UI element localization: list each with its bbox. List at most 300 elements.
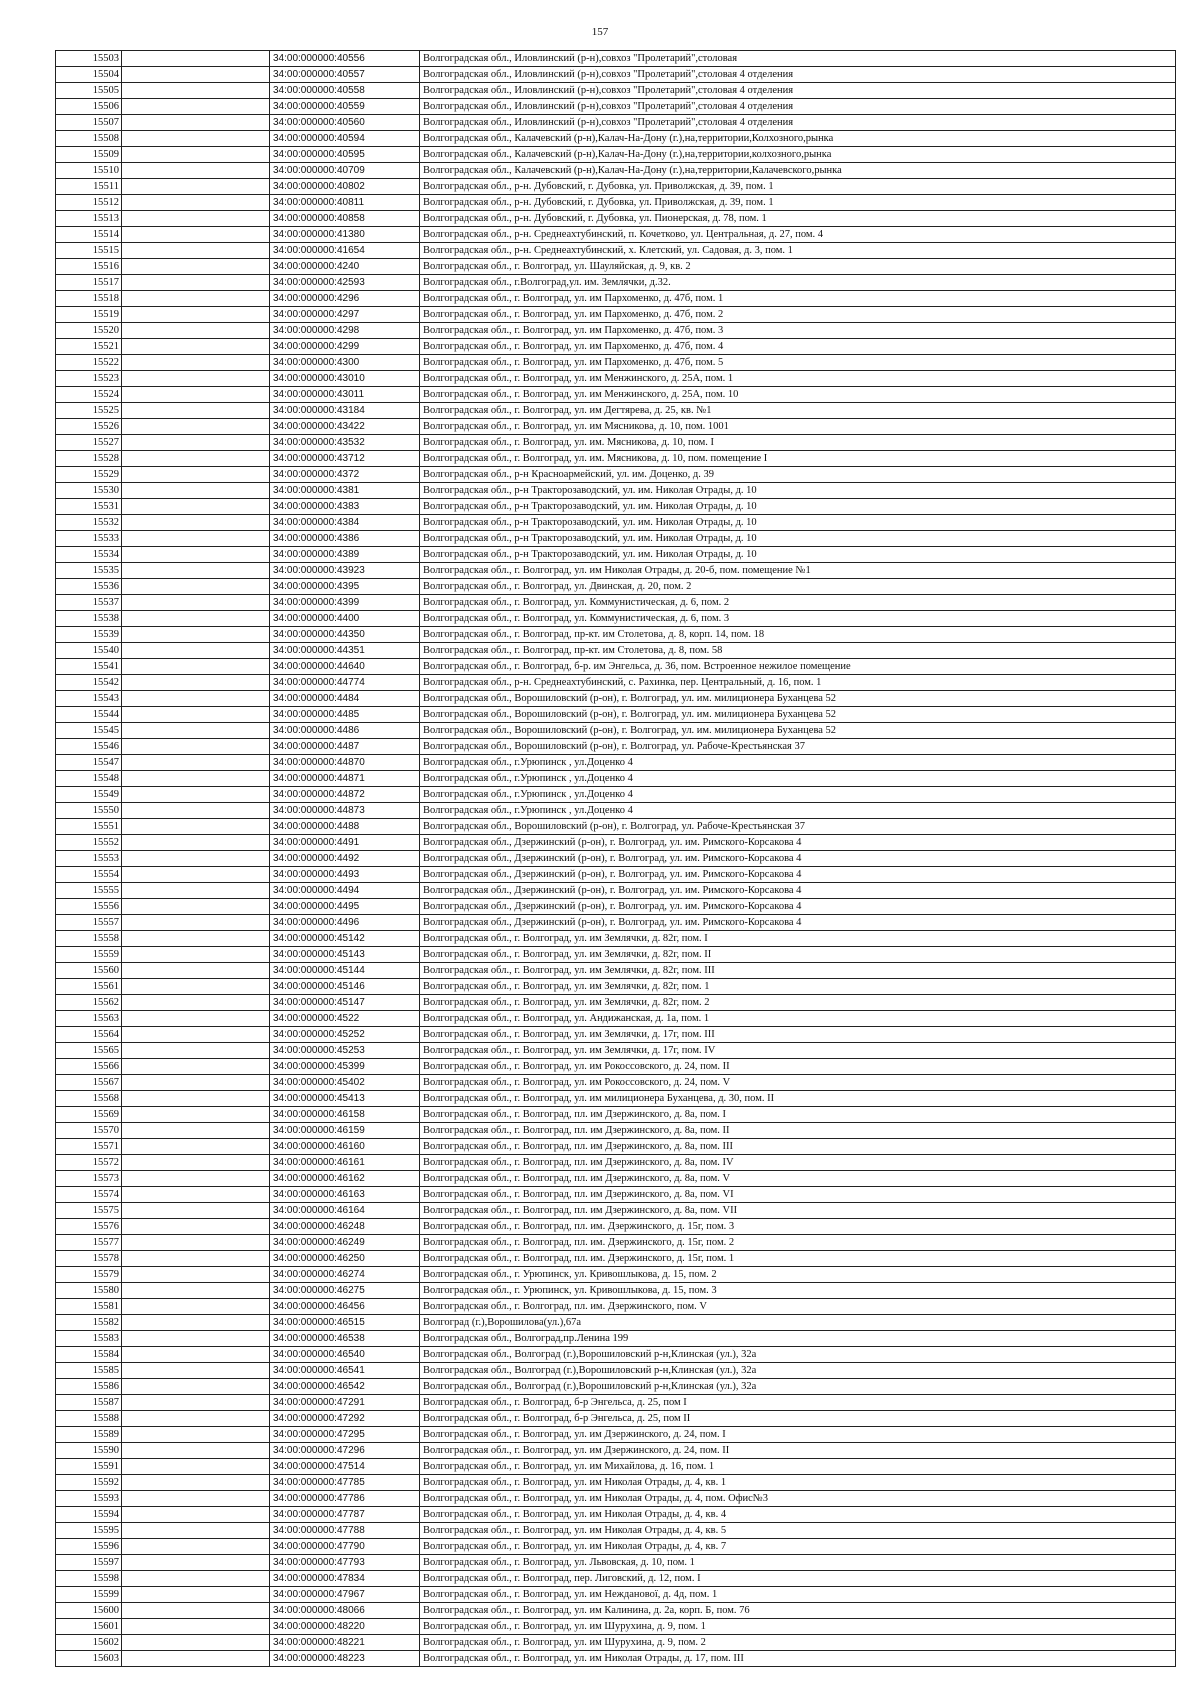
table-row	[56, 83, 1176, 99]
row-number-cell: 15548	[56, 771, 122, 787]
row-number-cell: 15567	[56, 1075, 122, 1091]
row-number-cell: 15556	[56, 899, 122, 915]
table-row	[56, 979, 1176, 995]
cadastral-number-cell: 34:00:000000:4297	[270, 307, 420, 323]
table-row	[56, 67, 1176, 83]
table-row	[56, 387, 1176, 403]
table-row	[56, 963, 1176, 979]
row-number-cell: 15512	[56, 195, 122, 211]
address-cell: Волгоградская обл., г. Волгоград, ул. им Дзержинского, д. 24, пом. I	[420, 1427, 1176, 1443]
row-number-cell: 15520	[56, 323, 122, 339]
address-cell: Волгоградская обл., Калачевский (р-н),Калач-На-Дону (г.),на,территории,Колхозного,рынка	[420, 131, 1176, 147]
row-number-cell: 15553	[56, 851, 122, 867]
address-cell: Волгоградская обл., г. Волгоград, ул. Коммунистическая, д. 6, пом. 3	[420, 611, 1176, 627]
cadastral-number-cell: 34:00:000000:43532	[270, 435, 420, 451]
cadastral-number-cell: 34:00:000000:4395	[270, 579, 420, 595]
table-row	[56, 1651, 1176, 1667]
table-row	[56, 1027, 1176, 1043]
table-row	[56, 787, 1176, 803]
row-number-cell: 15581	[56, 1299, 122, 1315]
address-cell: Волгоградская обл., г. Волгоград, ул. им Рокоссовского, д. 24, пом. V	[420, 1075, 1176, 1091]
table-row	[56, 243, 1176, 259]
empty-cell	[122, 1411, 270, 1427]
table-row	[56, 1411, 1176, 1427]
row-number-cell: 15566	[56, 1059, 122, 1075]
cadastral-number-cell: 34:00:000000:46248	[270, 1219, 420, 1235]
address-cell: Волгоградская обл., Волгоград,пр.Ленина 199	[420, 1331, 1176, 1347]
empty-cell	[122, 931, 270, 947]
empty-cell	[122, 355, 270, 371]
row-number-cell: 15595	[56, 1523, 122, 1539]
address-cell: Волгоградская обл., г. Урюпинск, ул. Кривошлыкова, д. 15, пом. 3	[420, 1283, 1176, 1299]
address-cell: Волгоградская обл., г. Волгоград, пл. им Дзержинского, д. 8а, пом. VII	[420, 1203, 1176, 1219]
cadastral-number-cell: 34:00:000000:45399	[270, 1059, 420, 1075]
cadastral-number-cell: 34:00:000000:4495	[270, 899, 420, 915]
row-number-cell: 15514	[56, 227, 122, 243]
cadastral-number-cell: 34:00:000000:44350	[270, 627, 420, 643]
address-cell: Волгоград (г.),Ворошилова(ул.),67а	[420, 1315, 1176, 1331]
row-number-cell: 15538	[56, 611, 122, 627]
table-row	[56, 1475, 1176, 1491]
empty-cell	[122, 339, 270, 355]
address-cell: Волгоградская обл., Волгоград (г.),Ворошиловский р-н,Клинская (ул.), 32а	[420, 1347, 1176, 1363]
cadastral-number-cell: 34:00:000000:46163	[270, 1187, 420, 1203]
table-row	[56, 131, 1176, 147]
empty-cell	[122, 195, 270, 211]
empty-cell	[122, 227, 270, 243]
cadastral-number-cell: 34:00:000000:4486	[270, 723, 420, 739]
table-row	[56, 1043, 1176, 1059]
table-row	[56, 195, 1176, 211]
registry-table	[55, 50, 1176, 1667]
address-cell: Волгоградская обл., Дзержинский (р-он), г. Волгоград, ул. им. Римского-Корсакова 4	[420, 915, 1176, 931]
row-number-cell: 15562	[56, 995, 122, 1011]
row-number-cell: 15547	[56, 755, 122, 771]
row-number-cell: 15529	[56, 467, 122, 483]
cadastral-number-cell: 34:00:000000:43011	[270, 387, 420, 403]
address-cell: Волгоградская обл., г. Волгоград, ул. им Нежданової, д. 4д, пом. 1	[420, 1587, 1176, 1603]
cadastral-number-cell: 34:00:000000:46161	[270, 1155, 420, 1171]
table-row	[56, 451, 1176, 467]
cadastral-number-cell: 34:00:000000:46159	[270, 1123, 420, 1139]
row-number-cell: 15521	[56, 339, 122, 355]
empty-cell	[122, 979, 270, 995]
row-number-cell: 15534	[56, 547, 122, 563]
empty-cell	[122, 883, 270, 899]
row-number-cell: 15527	[56, 435, 122, 451]
row-number-cell: 15522	[56, 355, 122, 371]
table-row	[56, 1123, 1176, 1139]
cadastral-number-cell: 34:00:000000:45252	[270, 1027, 420, 1043]
address-cell: Волгоградская обл., г. Урюпинск, ул. Кривошлыкова, д. 15, пом. 2	[420, 1267, 1176, 1283]
cadastral-number-cell: 34:00:000000:48220	[270, 1619, 420, 1635]
table-row	[56, 1315, 1176, 1331]
address-cell: Волгоградская обл., г. Волгоград, пл. им. Дзержинского, д. 15г, пом. 2	[420, 1235, 1176, 1251]
row-number-cell: 15510	[56, 163, 122, 179]
empty-cell	[122, 1043, 270, 1059]
row-number-cell: 15569	[56, 1107, 122, 1123]
address-cell: Волгоградская обл., Иловлинский (р-н),совхоз "Пролетарий",столовая 4 отделения	[420, 67, 1176, 83]
row-number-cell: 15523	[56, 371, 122, 387]
row-number-cell: 15593	[56, 1491, 122, 1507]
row-number-cell: 15503	[56, 51, 122, 67]
empty-cell	[122, 803, 270, 819]
empty-cell	[122, 723, 270, 739]
cadastral-number-cell: 34:00:000000:41654	[270, 243, 420, 259]
table-row	[56, 1107, 1176, 1123]
table-row	[56, 1459, 1176, 1475]
cadastral-number-cell: 34:00:000000:45146	[270, 979, 420, 995]
empty-cell	[122, 467, 270, 483]
empty-cell	[122, 435, 270, 451]
table-row	[56, 1235, 1176, 1251]
cadastral-number-cell: 34:00:000000:40557	[270, 67, 420, 83]
table-row	[56, 1379, 1176, 1395]
table-row	[56, 1155, 1176, 1171]
cadastral-number-cell: 34:00:000000:47292	[270, 1411, 420, 1427]
empty-cell	[122, 1235, 270, 1251]
row-number-cell: 15573	[56, 1171, 122, 1187]
table-row	[56, 355, 1176, 371]
table-row	[56, 627, 1176, 643]
page-number: 157	[591, 26, 609, 38]
row-number-cell: 15516	[56, 259, 122, 275]
address-cell: Волгоградская обл., р-н. Дубовский, г. Дубовка, ул. Приволжская, д. 39, пом. 1	[420, 195, 1176, 211]
table-row	[56, 755, 1176, 771]
row-number-cell: 15591	[56, 1459, 122, 1475]
empty-cell	[122, 1171, 270, 1187]
empty-cell	[122, 1587, 270, 1603]
address-cell: Волгоградская обл., р-н Красноармейский, ул. им. Доценко, д. 39	[420, 467, 1176, 483]
table-row	[56, 899, 1176, 915]
address-cell: Волгоградская обл., г. Волгоград, ул. им Мясникова, д. 10, пом. 1001	[420, 419, 1176, 435]
empty-cell	[122, 563, 270, 579]
cadastral-number-cell: 34:00:000000:40594	[270, 131, 420, 147]
address-cell: Волгоградская обл., г. Волгоград, ул. им Николая Отрады, д. 4, кв. 5	[420, 1523, 1176, 1539]
row-number-cell: 15531	[56, 499, 122, 515]
address-cell: Волгоградская обл., р-н Тракторозаводский, ул. им. Николая Отрады, д. 10	[420, 547, 1176, 563]
address-cell: Волгоградская обл., р-н. Среднеахтубинский, п. Кочетково, ул. Центральная, д. 27, пом. 4	[420, 227, 1176, 243]
table-row	[56, 291, 1176, 307]
table-row	[56, 403, 1176, 419]
cadastral-number-cell: 34:00:000000:4496	[270, 915, 420, 931]
row-number-cell: 15568	[56, 1091, 122, 1107]
cadastral-number-cell: 34:00:000000:47785	[270, 1475, 420, 1491]
address-cell: Волгоградская обл., г. Волгоград, ул. им Пархоменко, д. 47б, пом. 3	[420, 323, 1176, 339]
table-row	[56, 499, 1176, 515]
table-row	[56, 1299, 1176, 1315]
address-cell: Волгоградская обл., Дзержинский (р-он), г. Волгоград, ул. им. Римского-Корсакова 4	[420, 851, 1176, 867]
table-row	[56, 99, 1176, 115]
address-cell: Волгоградская обл., г. Волгоград, ул. им Николая Отрады, д. 4, кв. 4	[420, 1507, 1176, 1523]
address-cell: Волгоградская обл., г. Волгоград, ул. Двинская, д. 20, пом. 2	[420, 579, 1176, 595]
cadastral-number-cell: 34:00:000000:40556	[270, 51, 420, 67]
row-number-cell: 15571	[56, 1139, 122, 1155]
table-row	[56, 419, 1176, 435]
empty-cell	[122, 163, 270, 179]
row-number-cell: 15557	[56, 915, 122, 931]
empty-cell	[122, 515, 270, 531]
table-row	[56, 643, 1176, 659]
address-cell: Волгоградская обл., Волгоград (г.),Ворошиловский р-н,Клинская (ул.), 32а	[420, 1363, 1176, 1379]
address-cell: Волгоградская обл., р-н Тракторозаводский, ул. им. Николая Отрады, д. 10	[420, 499, 1176, 515]
cadastral-number-cell: 34:00:000000:47967	[270, 1587, 420, 1603]
address-cell: Волгоградская обл., г. Волгоград, ул. им милиционера Буханцева, д. 30, пом. II	[420, 1091, 1176, 1107]
cadastral-number-cell: 34:00:000000:46160	[270, 1139, 420, 1155]
address-cell: Волгоградская обл., г. Волгоград, пл. им Дзержинского, д. 8а, пом. V	[420, 1171, 1176, 1187]
empty-cell	[122, 323, 270, 339]
row-number-cell: 15574	[56, 1187, 122, 1203]
row-number-cell: 15589	[56, 1427, 122, 1443]
cadastral-number-cell: 34:00:000000:48066	[270, 1603, 420, 1619]
address-cell: Волгоградская обл., Ворошиловский (р-он), г. Волгоград, ул. Рабоче-Крестьянская 37	[420, 819, 1176, 835]
row-number-cell: 15598	[56, 1571, 122, 1587]
address-cell: Волгоградская обл., г. Волгоград, пр-кт. им Столетова, д. 8, корп. 14, пом. 18	[420, 627, 1176, 643]
row-number-cell: 15552	[56, 835, 122, 851]
empty-cell	[122, 787, 270, 803]
row-number-cell: 15584	[56, 1347, 122, 1363]
address-cell: Волгоградская обл., г. Волгоград, ул. им Николая Отрады, д. 4, пом. Офис№3	[420, 1491, 1176, 1507]
row-number-cell: 15583	[56, 1331, 122, 1347]
row-number-cell: 15542	[56, 675, 122, 691]
address-cell: Волгоградская обл., Дзержинский (р-он), г. Волгоград, ул. им. Римского-Корсакова 4	[420, 899, 1176, 915]
cadastral-number-cell: 34:00:000000:4491	[270, 835, 420, 851]
address-cell: Волгоградская обл., г. Волгоград, ул. им Землячки, д. 82г, пом. II	[420, 947, 1176, 963]
cadastral-number-cell: 34:00:000000:4296	[270, 291, 420, 307]
cadastral-number-cell: 34:00:000000:4493	[270, 867, 420, 883]
address-cell: Волгоградская обл., Дзержинский (р-он), г. Волгоград, ул. им. Римского-Корсакова 4	[420, 867, 1176, 883]
address-cell: Волгоградская обл., р-н Тракторозаводский, ул. им. Николая Отрады, д. 10	[420, 515, 1176, 531]
table-row	[56, 1251, 1176, 1267]
row-number-cell: 15528	[56, 451, 122, 467]
table-row	[56, 51, 1176, 67]
address-cell: Волгоградская обл., г.Урюпинск , ул.Доценко 4	[420, 771, 1176, 787]
row-number-cell: 15565	[56, 1043, 122, 1059]
row-number-cell: 15560	[56, 963, 122, 979]
cadastral-number-cell: 34:00:000000:45144	[270, 963, 420, 979]
address-cell: Волгоградская обл., г.Урюпинск , ул.Доценко 4	[420, 755, 1176, 771]
table-row	[56, 1091, 1176, 1107]
address-cell: Волгоградская обл., р-н Тракторозаводский, ул. им. Николая Отрады, д. 10	[420, 531, 1176, 547]
address-cell: Волгоградская обл., г. Волгоград, ул. им Пархоменко, д. 47б, пом. 4	[420, 339, 1176, 355]
address-cell: Волгоградская обл., г. Волгоград, ул. им Шурухина, д. 9, пом. 2	[420, 1635, 1176, 1651]
table-row	[56, 275, 1176, 291]
empty-cell	[122, 659, 270, 675]
address-cell: Волгоградская обл., р-н. Дубовский, г. Дубовка, ул. Приволжская, д. 39, пом. 1	[420, 179, 1176, 195]
row-number-cell: 15513	[56, 211, 122, 227]
address-cell: Волгоградская обл., г. Волгоград, пл. им Дзержинского, д. 8а, пом. IV	[420, 1155, 1176, 1171]
empty-cell	[122, 387, 270, 403]
address-cell: Волгоградская обл., г. Волгоград, пр-кт. им Столетова, д. 8, пом. 58	[420, 643, 1176, 659]
empty-cell	[122, 1571, 270, 1587]
row-number-cell: 15530	[56, 483, 122, 499]
row-number-cell: 15535	[56, 563, 122, 579]
empty-cell	[122, 1139, 270, 1155]
address-cell: Волгоградская обл., г. Волгоград, ул. им Николая Отрады, д. 17, пом. III	[420, 1651, 1176, 1667]
address-cell: Волгоградская обл., г. Волгоград, ул. Львовская, д. 10, пом. 1	[420, 1555, 1176, 1571]
empty-cell	[122, 147, 270, 163]
table-row	[56, 659, 1176, 675]
table-row	[56, 1507, 1176, 1523]
empty-cell	[122, 1299, 270, 1315]
cadastral-number-cell: 34:00:000000:40811	[270, 195, 420, 211]
empty-cell	[122, 675, 270, 691]
cadastral-number-cell: 34:00:000000:46164	[270, 1203, 420, 1219]
table-row	[56, 723, 1176, 739]
row-number-cell: 15563	[56, 1011, 122, 1027]
row-number-cell: 15578	[56, 1251, 122, 1267]
cadastral-number-cell: 34:00:000000:48221	[270, 1635, 420, 1651]
address-cell: Волгоградская обл., Дзержинский (р-он), г. Волгоград, ул. им. Римского-Корсакова 4	[420, 883, 1176, 899]
table-row	[56, 115, 1176, 131]
empty-cell	[122, 1619, 270, 1635]
empty-cell	[122, 739, 270, 755]
cadastral-number-cell: 34:00:000000:46538	[270, 1331, 420, 1347]
cadastral-number-cell: 34:00:000000:40709	[270, 163, 420, 179]
empty-cell	[122, 643, 270, 659]
table-row	[56, 1443, 1176, 1459]
table-row	[56, 867, 1176, 883]
row-number-cell: 15518	[56, 291, 122, 307]
empty-cell	[122, 627, 270, 643]
table-row	[56, 163, 1176, 179]
row-number-cell: 15507	[56, 115, 122, 131]
row-number-cell: 15546	[56, 739, 122, 755]
row-number-cell: 15561	[56, 979, 122, 995]
row-number-cell: 15592	[56, 1475, 122, 1491]
row-number-cell: 15545	[56, 723, 122, 739]
row-number-cell: 15517	[56, 275, 122, 291]
cadastral-number-cell: 34:00:000000:47787	[270, 1507, 420, 1523]
cadastral-number-cell: 34:00:000000:46274	[270, 1267, 420, 1283]
row-number-cell: 15508	[56, 131, 122, 147]
address-cell: Волгоградская обл., Ворошиловский (р-он), г. Волгоград, ул. им. милиционера Буханцева 52	[420, 691, 1176, 707]
cadastral-number-cell: 34:00:000000:46275	[270, 1283, 420, 1299]
empty-cell	[122, 499, 270, 515]
empty-cell	[122, 99, 270, 115]
row-number-cell: 15544	[56, 707, 122, 723]
address-cell: Волгоградская обл., р-н Тракторозаводский, ул. им. Николая Отрады, д. 10	[420, 483, 1176, 499]
table-row	[56, 227, 1176, 243]
empty-cell	[122, 51, 270, 67]
address-cell: Волгоградская обл., г.Урюпинск , ул.Доценко 4	[420, 787, 1176, 803]
address-cell: Волгоградская обл., Иловлинский (р-н),совхоз "Пролетарий",столовая 4 отделения	[420, 83, 1176, 99]
cadastral-number-cell: 34:00:000000:47786	[270, 1491, 420, 1507]
row-number-cell: 15603	[56, 1651, 122, 1667]
address-cell: Волгоградская обл., г. Волгоград, ул. Шауляйская, д. 9, кв. 2	[420, 259, 1176, 275]
empty-cell	[122, 1651, 270, 1667]
empty-cell	[122, 915, 270, 931]
empty-cell	[122, 1507, 270, 1523]
empty-cell	[122, 1363, 270, 1379]
cadastral-number-cell: 34:00:000000:4383	[270, 499, 420, 515]
address-cell: Волгоградская обл., г.Урюпинск , ул.Доценко 4	[420, 803, 1176, 819]
empty-cell	[122, 243, 270, 259]
empty-cell	[122, 1315, 270, 1331]
empty-cell	[122, 867, 270, 883]
row-number-cell: 15504	[56, 67, 122, 83]
cadastral-number-cell: 34:00:000000:47514	[270, 1459, 420, 1475]
cadastral-number-cell: 34:00:000000:45147	[270, 995, 420, 1011]
empty-cell	[122, 1603, 270, 1619]
table-row	[56, 547, 1176, 563]
cadastral-number-cell: 34:00:000000:44871	[270, 771, 420, 787]
address-cell: Волгоградская обл., Ворошиловский (р-он), г. Волгоград, ул. Рабоче-Крестьянская 37	[420, 739, 1176, 755]
empty-cell	[122, 1379, 270, 1395]
row-number-cell: 15509	[56, 147, 122, 163]
cadastral-number-cell: 34:00:000000:4240	[270, 259, 420, 275]
empty-cell	[122, 1219, 270, 1235]
row-number-cell: 15540	[56, 643, 122, 659]
table-row	[56, 371, 1176, 387]
address-cell: Волгоградская обл., Ворошиловский (р-он), г. Волгоград, ул. им. милиционера Буханцева 52	[420, 707, 1176, 723]
table-row	[56, 947, 1176, 963]
table-row	[56, 1203, 1176, 1219]
row-number-cell: 15511	[56, 179, 122, 195]
row-number-cell: 15525	[56, 403, 122, 419]
cadastral-number-cell: 34:00:000000:48223	[270, 1651, 420, 1667]
address-cell: Волгоградская обл., г. Волгоград, пл. им Дзержинского, д. 8а, пом. VI	[420, 1187, 1176, 1203]
cadastral-number-cell: 34:00:000000:46249	[270, 1235, 420, 1251]
cadastral-number-cell: 34:00:000000:44351	[270, 643, 420, 659]
address-cell: Волгоградская обл., г. Волгоград, б-р Энгельса, д. 25, пом II	[420, 1411, 1176, 1427]
cadastral-number-cell: 34:00:000000:47295	[270, 1427, 420, 1443]
empty-cell	[122, 259, 270, 275]
cadastral-number-cell: 34:00:000000:4492	[270, 851, 420, 867]
row-number-cell: 15549	[56, 787, 122, 803]
table-row	[56, 1555, 1176, 1571]
table-row	[56, 691, 1176, 707]
cadastral-number-cell: 34:00:000000:46158	[270, 1107, 420, 1123]
address-cell: Волгоградская обл., г. Волгоград, пл. им Дзержинского, д. 8а, пом. III	[420, 1139, 1176, 1155]
row-number-cell: 15576	[56, 1219, 122, 1235]
table-row	[56, 467, 1176, 483]
address-cell: Волгоградская обл., г. Волгоград, пл. им. Дзержинского, пом. V	[420, 1299, 1176, 1315]
row-number-cell: 15602	[56, 1635, 122, 1651]
table-row	[56, 435, 1176, 451]
cadastral-number-cell: 34:00:000000:47291	[270, 1395, 420, 1411]
table-row	[56, 1059, 1176, 1075]
address-cell: Волгоградская обл., г. Волгоград, ул. им Николая Отрады, д. 20-б, пом. помещение №1	[420, 563, 1176, 579]
address-cell: Волгоградская обл., г. Волгоград, ул. им. Мясникова, д. 10, пом. помещение I	[420, 451, 1176, 467]
row-number-cell: 15564	[56, 1027, 122, 1043]
table-row	[56, 307, 1176, 323]
row-number-cell: 15577	[56, 1235, 122, 1251]
empty-cell	[122, 1075, 270, 1091]
row-number-cell: 15555	[56, 883, 122, 899]
cadastral-number-cell: 34:00:000000:4389	[270, 547, 420, 563]
address-cell: Волгоградская обл., г. Волгоград, ул. им Пархоменко, д. 47б, пом. 2	[420, 307, 1176, 323]
cadastral-number-cell: 34:00:000000:45413	[270, 1091, 420, 1107]
table-row	[56, 771, 1176, 787]
cadastral-number-cell: 34:00:000000:4381	[270, 483, 420, 499]
empty-cell	[122, 291, 270, 307]
table-row	[56, 1523, 1176, 1539]
cadastral-number-cell: 34:00:000000:44873	[270, 803, 420, 819]
row-number-cell: 15579	[56, 1267, 122, 1283]
table-row	[56, 1331, 1176, 1347]
address-cell: Волгоградская обл., г. Волгоград, б-р Энгельса, д. 25, пом I	[420, 1395, 1176, 1411]
row-number-cell: 15600	[56, 1603, 122, 1619]
table-row	[56, 579, 1176, 595]
table-row	[56, 707, 1176, 723]
table-row	[56, 1491, 1176, 1507]
table-row	[56, 211, 1176, 227]
row-number-cell: 15575	[56, 1203, 122, 1219]
address-cell: Волгоградская обл., р-н. Среднеахтубинский, с. Рахинка, пер. Центральный, д. 16, пом. 1	[420, 675, 1176, 691]
empty-cell	[122, 947, 270, 963]
table-row	[56, 259, 1176, 275]
